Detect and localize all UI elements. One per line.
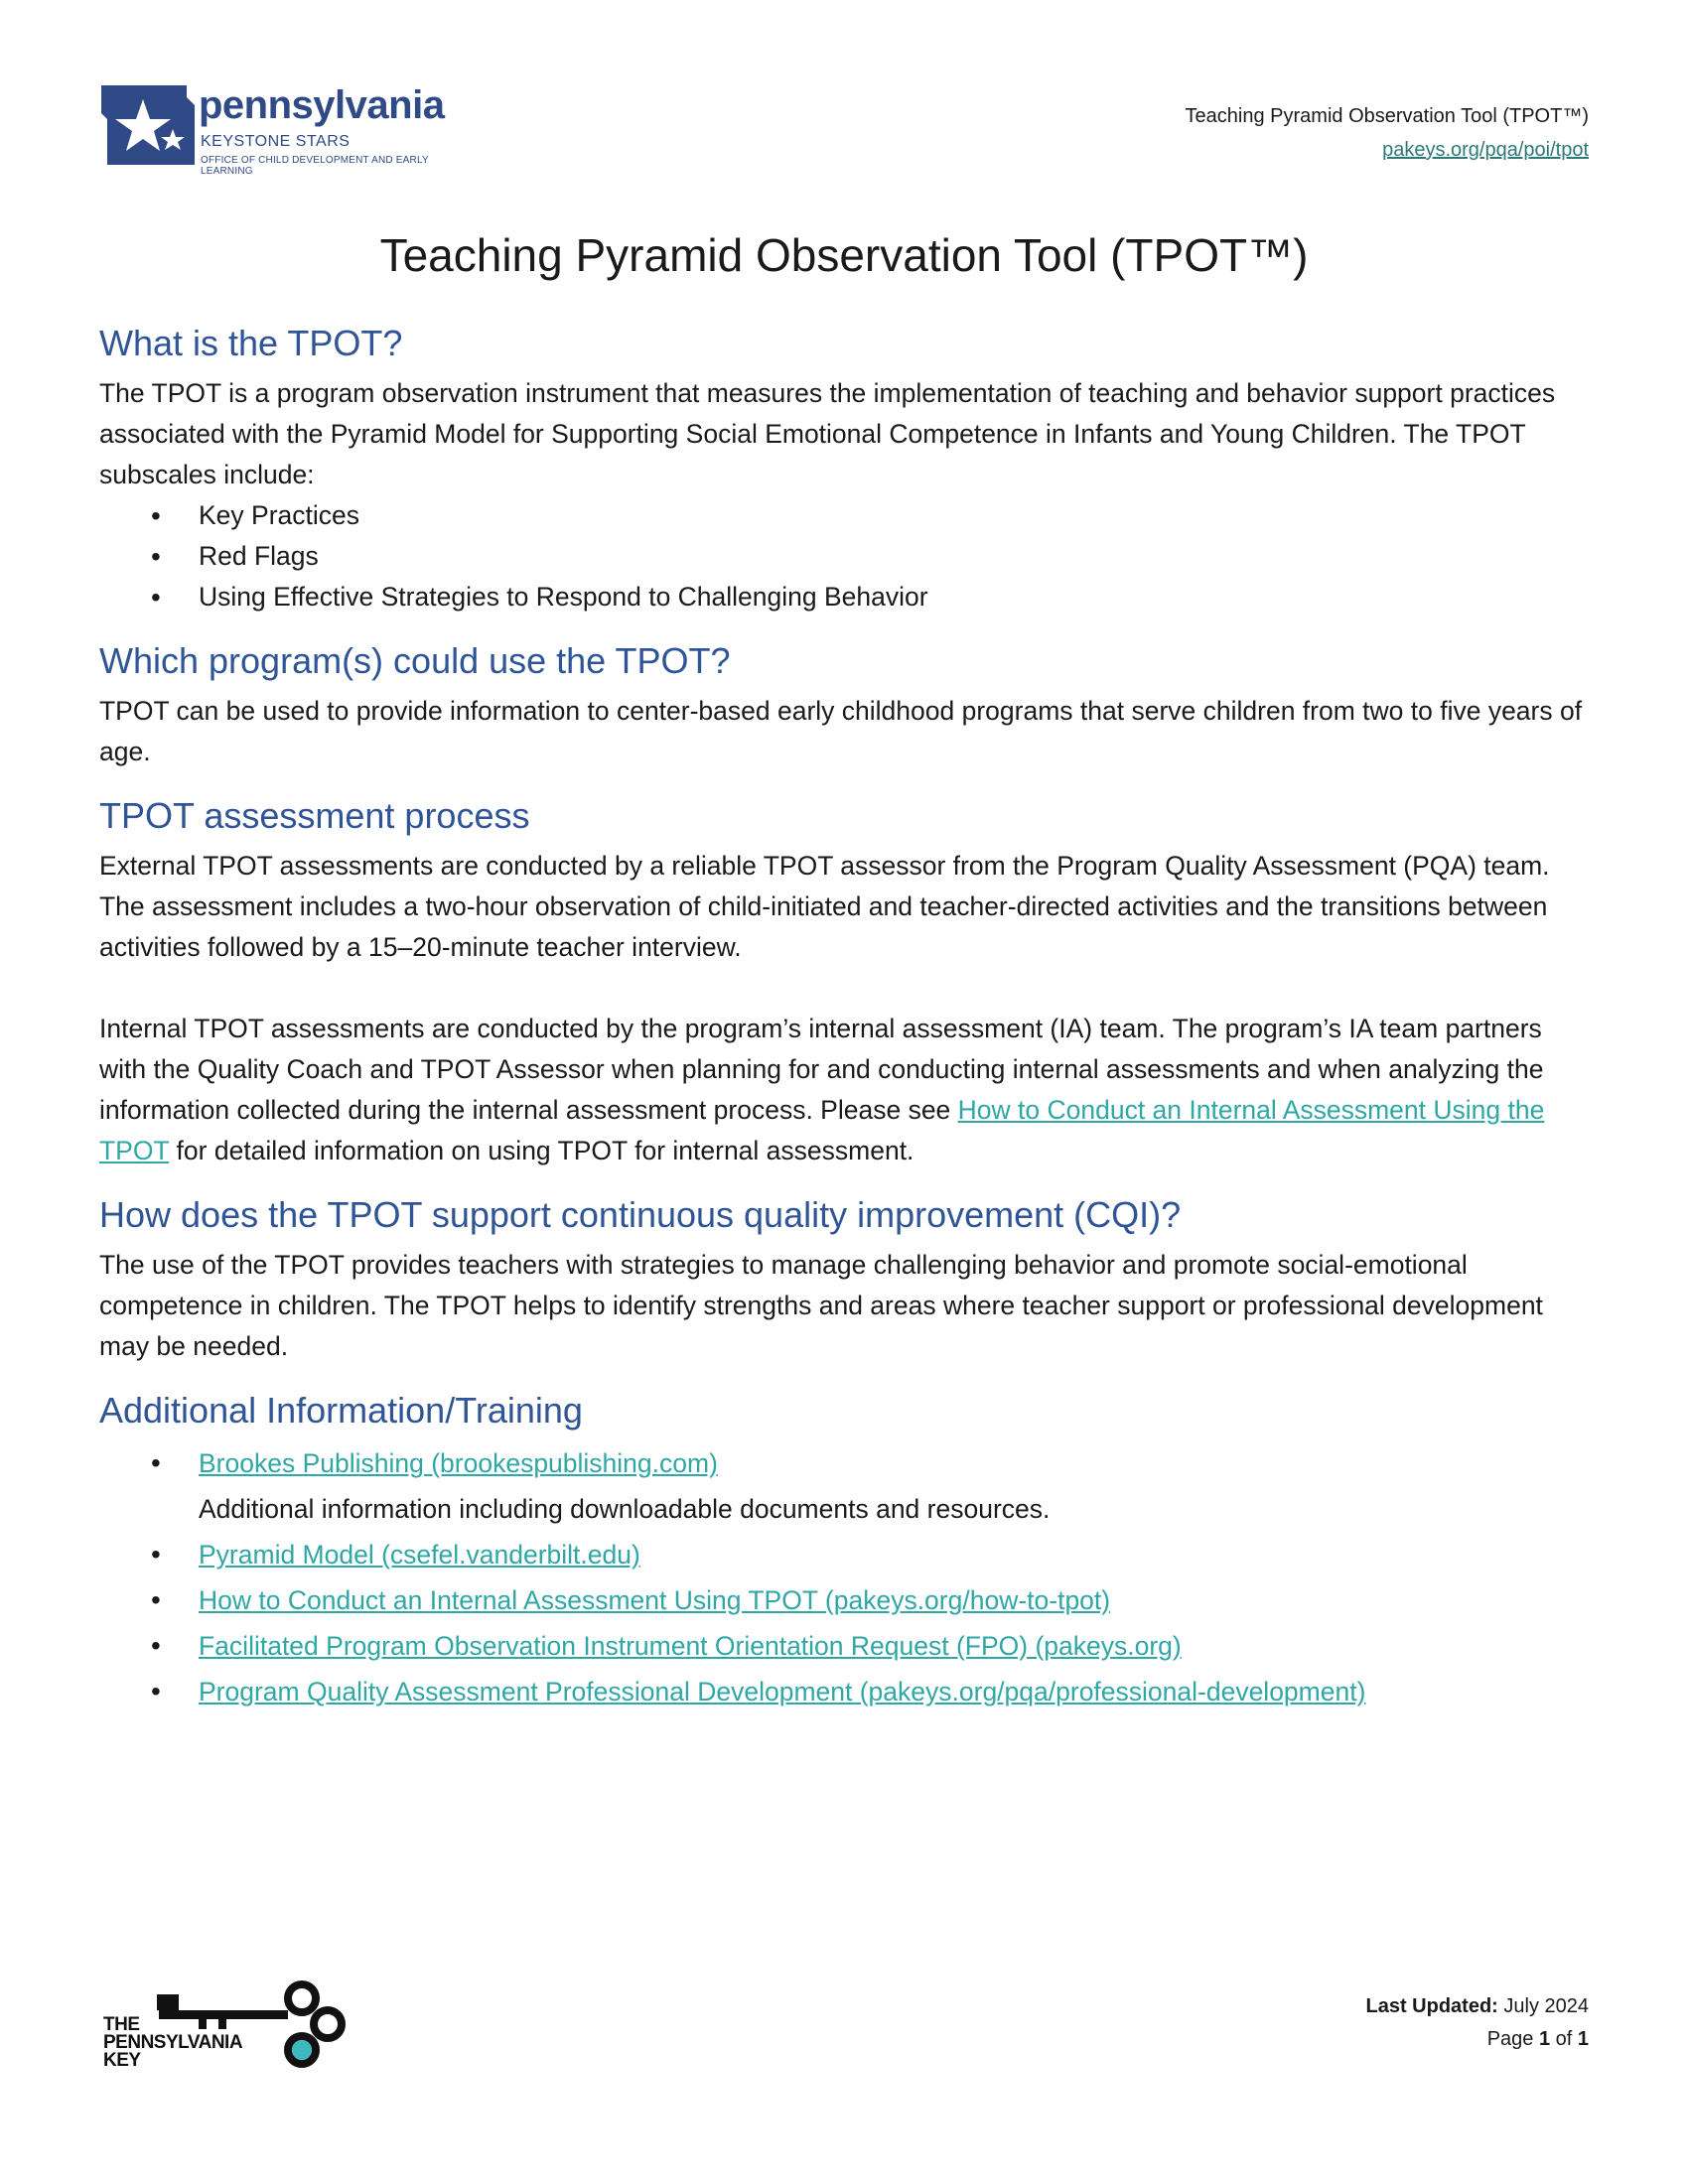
list-item: • Using Effective Strategies to Respond to Challenging Behavior <box>199 577 1589 617</box>
list-item <box>199 1440 1589 1532</box>
section-body: External TPOT assessments are conducted by a reliable TPOT assessor from the Program Quality Assessment (PQA) team. The assessment includes a two-hour observation of child-initiated and teacher-directed activities and the transitions between activities followed by a 15–20-minute teacher interview. <box>99 851 1550 962</box>
how-to-tpot-link[interactable]: How to Conduct an Internal Assessment Using TPOT (pakeys.org/how-to-tpot) <box>199 1585 1111 1615</box>
header-url-link[interactable]: pakeys.org/pqa/poi/tpot <box>1382 139 1589 161</box>
resource-links-list <box>99 1440 1589 1714</box>
key-logo-line: PENNSYLVANIA <box>103 2032 243 2053</box>
page-number <box>1365 2023 1589 2056</box>
section-heading: What is the TPOT? <box>99 323 403 363</box>
pqa-pd-link[interactable]: Program Quality Assessment Professional Development (pakeys.org/pqa/professional-development) <box>199 1677 1366 1706</box>
section-process <box>99 792 1589 1171</box>
pennsylvania-key-logo <box>99 1980 357 2080</box>
body-text: Internal TPOT assessments are conducted by the program’s internal assessment (IA) team. The program’s IA team partners with the Quality Coach and TPOT Assessor when planning for and conducting internal assessments and when analyzing the information collected during the internal assessment process. Please see <box>99 1014 1544 1125</box>
section-body: TPOT can be used to provide information to center-based early childhood programs that serve children from two to five years of age. <box>99 696 1583 766</box>
document-content <box>99 320 1589 1734</box>
footer-info <box>1365 1990 1589 2056</box>
header-info <box>1186 99 1589 167</box>
list-item <box>199 1669 1589 1714</box>
key-logo-text <box>103 2016 242 2070</box>
list-item: • Key Practices <box>199 495 1589 536</box>
header-doc-name: Teaching Pyramid Observation Tool (TPOT™) <box>1185 105 1589 127</box>
page-title: Teaching Pyramid Observation Tool (TPOT™) <box>379 229 1309 281</box>
fpo-request-link[interactable]: Facilitated Program Observation Instrument Orientation Request (FPO) (pakeys.org) <box>199 1631 1182 1661</box>
section-which <box>99 637 1589 772</box>
page-total: 1 <box>1577 2028 1589 2050</box>
key-logo-line: KEY <box>103 2050 141 2071</box>
section-additional <box>99 1387 1589 1714</box>
body-text: for detailed information on using TPOT for internal assessment. <box>169 1136 914 1165</box>
logo-brand-text: pennsylvania <box>199 83 445 127</box>
last-updated-label: Last Updated: <box>1365 1995 1498 2017</box>
pennsylvania-star-icon <box>99 79 199 171</box>
internal-assessment-link[interactable]: How to Conduct an Internal Assessment Using the TPOT <box>99 1095 1545 1165</box>
subscales-list <box>99 495 1589 617</box>
section-heading: How does the TPOT support continuous quality improvement (CQI)? <box>99 1194 1182 1235</box>
section-body: The TPOT is a program observation instrument that measures the implementation of teaching and behavior support practices associated with the Pyramid Model for Supporting Social Emotional Competence in Infants and Young Children. The TPOT subscales include: <box>99 378 1556 489</box>
logo-subtitle: KEYSTONE STARS <box>201 133 351 150</box>
page-current: 1 <box>1538 2028 1551 2050</box>
section-body: The use of the TPOT provides teachers with strategies to manage challenging behavior and promote social-emotional competence in children. The TPOT helps to identify strengths and areas where teacher support or professional development may be needed. <box>99 1250 1543 1361</box>
page-of: of <box>1550 2028 1578 2050</box>
section-cqi <box>99 1191 1589 1367</box>
keystone-stars-logo <box>99 79 477 179</box>
section-body-internal <box>99 1009 1589 1171</box>
list-item <box>199 1532 1589 1577</box>
brookes-note: Additional information including downloadable documents and resources. <box>199 1494 1051 1524</box>
pyramid-model-link[interactable]: Pyramid Model (csefel.vanderbilt.edu) <box>199 1540 640 1570</box>
logo-office-text: OFFICE OF CHILD DEVELOPMENT AND EARLY LEARNING <box>201 155 429 177</box>
key-logo-line: THE <box>103 2014 140 2035</box>
last-updated-value: July 2024 <box>1497 1995 1589 2017</box>
section-heading: Which program(s) could use the TPOT? <box>99 640 731 681</box>
section-heading: Additional Information/Training <box>99 1390 583 1431</box>
last-updated <box>1365 1990 1589 2023</box>
page-label: Page <box>1486 2028 1539 2050</box>
list-item <box>199 1577 1589 1623</box>
list-item <box>199 1623 1589 1669</box>
list-item: • Red Flags <box>199 536 1589 577</box>
section-heading: TPOT assessment process <box>99 795 530 836</box>
section-what <box>99 320 1589 617</box>
document-page <box>99 0 1589 2184</box>
brookes-link[interactable]: Brookes Publishing (brookespublishing.com) <box>199 1448 718 1478</box>
